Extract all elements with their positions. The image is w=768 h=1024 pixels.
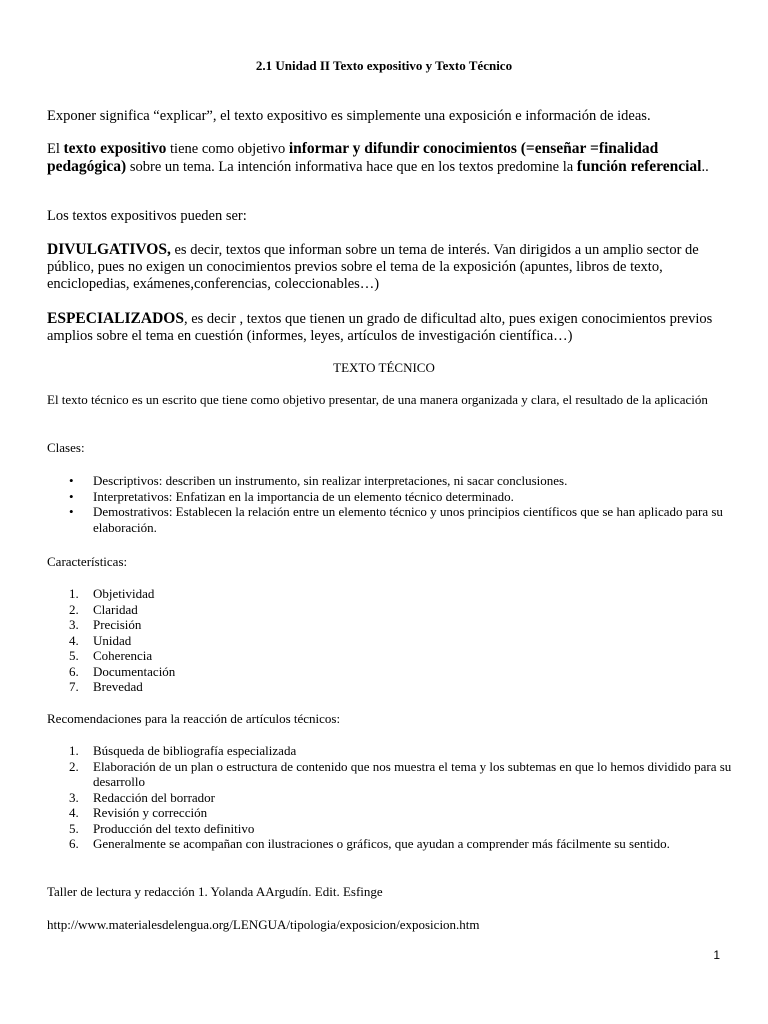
especializados-paragraph (47, 310, 727, 345)
text-run: .. (701, 159, 709, 175)
list-item-text: Precisión (93, 617, 142, 632)
clases-label: Clases: (47, 440, 85, 455)
list-item (47, 489, 733, 505)
list-item-text: Brevedad (93, 679, 143, 694)
list-item-text: Revisión y corrección (93, 805, 208, 820)
source-url[interactable]: http://www.materialesdelengua.org/LENGUA/tipologia/exposicion/exposicion.htm (47, 917, 480, 932)
list-item-text: Redacción del borrador (93, 789, 216, 805)
list-number: 2. (69, 758, 79, 774)
caracteristicas-label: Características: (47, 554, 128, 569)
list-item (47, 648, 733, 664)
list-item (47, 836, 733, 852)
list-item-text: Elaboración de un plan o estructura de contenido que nos muestra el tema y los subtemas en que lo hemos dividido para su desarrollo (93, 758, 732, 789)
list-item (47, 617, 733, 633)
bullet-icon: • (69, 488, 74, 504)
divulgativos-paragraph (47, 241, 727, 293)
bold-term: función referencial (576, 158, 702, 175)
list-number: 6. (69, 663, 79, 679)
text-run: es decir, textos que informan sobre un tema de interés. Van dirigidos a un amplio sector de público, pues no exigen un conocimientos previos sobre el tema de la exposición (apuntes, libros de texto, enciclopedias, exámenes,conferencias, coleccionables…) (47, 242, 699, 292)
text-run: sobre un tema. La intención informativa hace que en los textos predomine la (126, 159, 577, 175)
list-item-text: Claridad (93, 601, 138, 617)
list-number: 4. (69, 805, 79, 820)
list-item-text: Descriptivos: describen un instrumento, sin realizar interpretaciones, ni sacar conclusiones. (93, 473, 568, 488)
list-number: 4. (69, 632, 79, 648)
bold-term: informar y difundir conocimientos (=enseñar =finalidad pedagógica) (47, 140, 659, 175)
bold-term: ESPECIALIZADOS (47, 310, 184, 327)
list-item-text: Generalmente se acompañan con ilustraciones o gráficos, que ayudan a comprender más fácilmente su sentido. (93, 836, 670, 851)
list-item (47, 586, 733, 602)
list-item (47, 602, 733, 618)
list-item (47, 743, 733, 759)
list-item-text: Coherencia (93, 648, 153, 663)
bold-term: texto expositivo (63, 140, 167, 157)
section-heading: TEXTO TÉCNICO (333, 360, 435, 375)
bullet-icon: • (69, 504, 74, 519)
page-number: 1 (713, 948, 720, 962)
list-item (47, 504, 733, 535)
clases-list (47, 473, 733, 535)
list-number: 1. (69, 743, 79, 758)
text-run: , es decir , textos que tienen un grado de dificultad alto, pues exigen conocimientos previos amplios sobre el tema en cuestión (informes, leyes, artículos de investigación científica…) (47, 311, 713, 344)
list-item (47, 759, 733, 790)
list-number: 2. (69, 601, 79, 617)
bullet-icon: • (69, 473, 74, 488)
list-item-text: Producción del texto definitivo (93, 820, 255, 836)
list-number: 7. (69, 679, 79, 694)
bold-term: DIVULGATIVOS, (47, 241, 171, 258)
list-item (47, 664, 733, 680)
list-number: 3. (69, 789, 79, 805)
list-item (47, 473, 733, 489)
recomendaciones-list (47, 743, 733, 852)
caracteristicas-list (47, 586, 733, 695)
list-item (47, 790, 733, 806)
list-number: 6. (69, 836, 79, 851)
list-item (47, 633, 733, 649)
list-number: 3. (69, 617, 79, 632)
list-item-text: Búsqueda de bibliografía especializada (93, 743, 297, 758)
text-run: El (47, 141, 64, 157)
list-item-text: Documentación (93, 663, 176, 679)
bibliographic-reference: Taller de lectura y redacción 1. Yolanda AArgudín. Edit. Esfinge (47, 884, 383, 899)
list-item-text: Unidad (93, 632, 132, 648)
list-item-text: Objetividad (93, 586, 155, 601)
technical-text-definition: El texto técnico es un escrito que tiene como objetivo presentar, de una manera organizada y clara, el resultado de la aplicación (47, 392, 708, 407)
list-item-text: Demostrativos: Establecen la relación entre un elemento técnico y unos principios científicos que se han aplicado para su elaboración. (93, 504, 723, 535)
intro-paragraph: Exponer significa “explicar”, el texto expositivo es simplemente una exposición e información de ideas. (47, 108, 651, 124)
list-item (47, 821, 733, 837)
text-run: tiene como objetivo (166, 141, 289, 157)
recomendaciones-label: Recomendaciones para la reacción de artículos técnicos: (47, 711, 341, 726)
list-number: 1. (69, 586, 79, 601)
list-number: 5. (69, 648, 79, 663)
page-title: 2.1 Unidad II Texto expositivo y Texto Técnico (255, 58, 513, 73)
list-item (47, 805, 733, 821)
list-item (47, 679, 733, 695)
types-intro: Los textos expositivos pueden ser: (47, 208, 247, 224)
list-number: 5. (69, 820, 79, 836)
list-item-text: Interpretativos: Enfatizan en la importancia de un elemento técnico determinado. (93, 488, 514, 504)
definition-paragraph (47, 140, 727, 176)
